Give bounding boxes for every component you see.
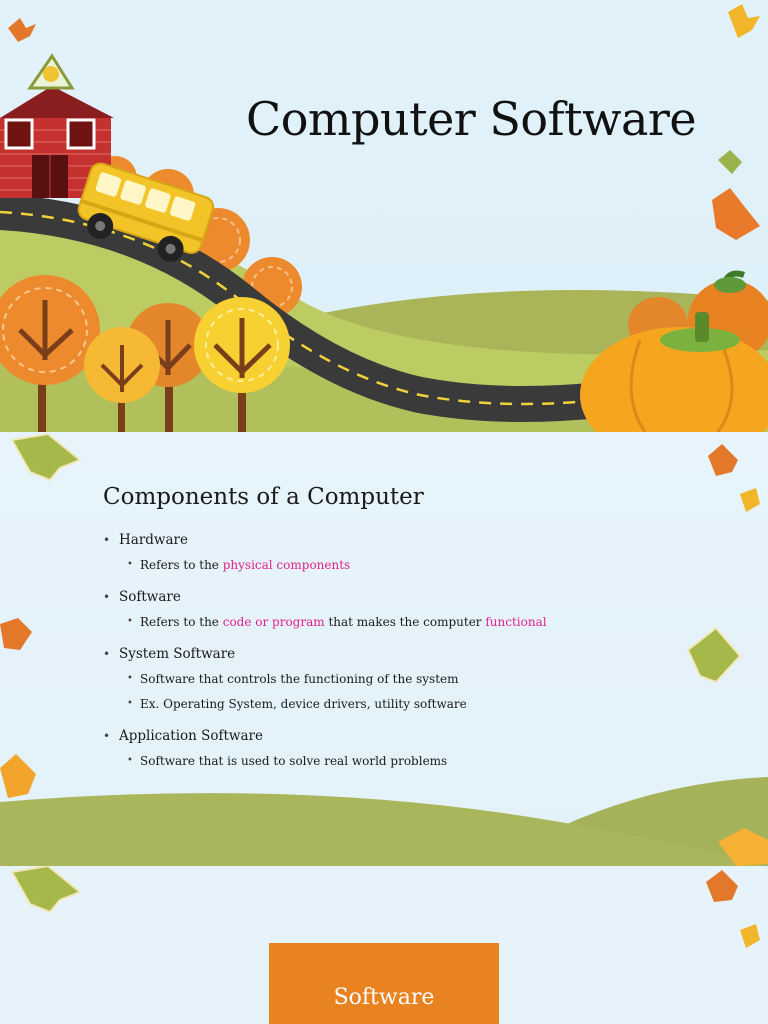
sub-list-item xyxy=(103,612,703,632)
bullet-label: System Software xyxy=(119,646,236,662)
sub-text: that makes the computer xyxy=(324,615,486,629)
bullet-label: Software xyxy=(119,589,181,605)
content-slide xyxy=(0,432,768,866)
title-slide xyxy=(0,0,768,432)
sub-text: Refers to the xyxy=(140,558,223,572)
software-section-box xyxy=(269,943,499,1024)
autumn-school-scene-illustration xyxy=(0,0,768,432)
list-item-application-software xyxy=(103,726,703,746)
sub-text: Ex. Operating System, device drivers, utility software xyxy=(140,697,467,711)
list-item-software xyxy=(103,587,703,607)
sub-list-item xyxy=(103,669,703,689)
sub-list-item xyxy=(103,555,703,575)
highlighted-text: physical components xyxy=(222,558,351,572)
bullet-label: Application Software xyxy=(119,728,263,744)
section-label: Software xyxy=(333,985,435,1010)
sub-list-item xyxy=(103,694,703,714)
sub-text: Software that controls the functioning of the system xyxy=(140,672,459,686)
bullet-label: Hardware xyxy=(119,532,188,548)
list-item-system-software xyxy=(103,644,703,664)
sub-text: Refers to the xyxy=(140,615,223,629)
section-slide xyxy=(0,866,768,1024)
highlighted-text: functional xyxy=(485,615,547,629)
sub-text: Software that is used to solve real world problems xyxy=(140,754,448,768)
slide-title: Computer Software xyxy=(246,92,697,146)
list-item-hardware xyxy=(103,530,703,550)
bullet-list xyxy=(103,530,703,771)
slide-heading: Components of a Computer xyxy=(103,484,424,510)
sub-list-item xyxy=(103,751,703,771)
highlighted-text: code or program xyxy=(222,615,325,629)
